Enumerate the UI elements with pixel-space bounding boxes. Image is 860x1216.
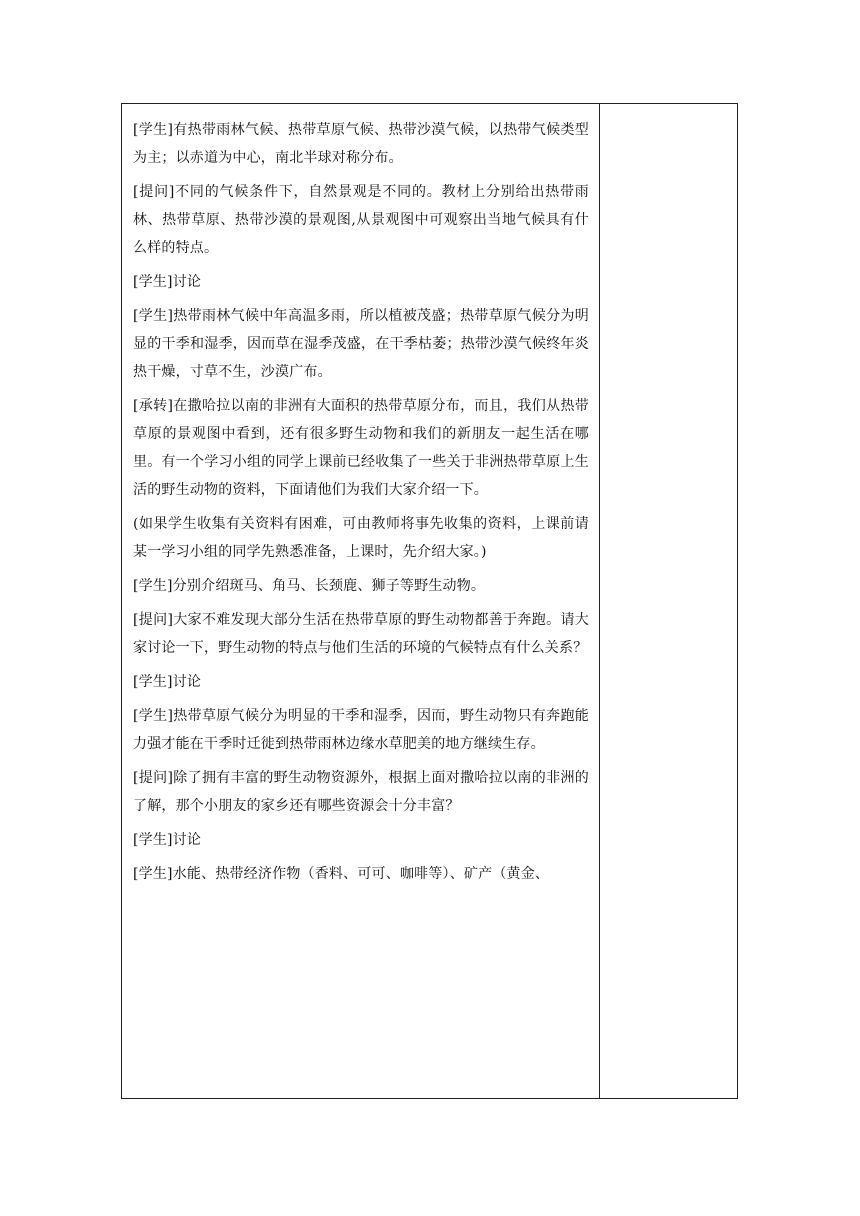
- paragraph-student-discuss-1: [学生]讨论: [133, 274, 202, 290]
- paragraph-student-animals: [学生]分别介绍斑马、角马、长颈鹿、狮子等野生动物。: [133, 578, 486, 594]
- paragraph-student-discuss-2: [学生]讨论: [133, 674, 202, 690]
- notes-cell: [600, 104, 737, 1098]
- paragraph-teacher-note: (如果学生收集有关资料有困难，可由教师将事先收集的资料，上课前请某一学习小组的同学先熟悉准备，上课时，先介绍大家。): [133, 516, 589, 560]
- paragraph-student-discuss-3: [学生]讨论: [133, 832, 202, 848]
- paragraph-student-migration: [学生]热带草原气候分为明显的干季和湿季，因而，野生动物只有奔跑能力强才能在干季时迁徙到热带雨林边缘水草肥美的地方继续生存。: [133, 708, 589, 752]
- paragraph-question-animals-climate: [提问]大家不难发现大部分生活在热带草原的野生动物都善于奔跑。请大家讨论一下，野生动物的特点与他们生活的环境的气候特点有什么关系？: [133, 612, 589, 656]
- paragraph-student-climate-features: [学生]热带雨林气候中年高温多雨，所以植被茂盛；热带草原气候分为明显的干季和湿季，因而草在湿季茂盛，在干季枯萎；热带沙漠气候终年炎热干燥，寸草不生，沙漠广布。: [133, 308, 589, 380]
- paragraph-student-climate-types: [学生]有热带雨林气候、热带草原气候、热带沙漠气候，以热带气候类型为主；以赤道为中心，南北半球对称分布。: [133, 122, 589, 166]
- paragraph-question-landscapes: [提问]不同的气候条件下，自然景观是不同的。教材上分别给出热带雨林、热带草原、热带沙漠的景观图,从景观图中可观察出当地气候具有什么样的特点。: [133, 184, 589, 256]
- lesson-table: [121, 103, 738, 1099]
- paragraph-transition-savanna: [承转]在撒哈拉以南的非洲有大面积的热带草原分布，而且，我们从热带草原的景观图中看到，还有很多野生动物和我们的新朋友一起生活在哪里。有一个学习小组的同学上课前已经收集了一些关于非洲热带草原上生活的野生动物的资料，下面请他们为我们大家介绍一下。: [133, 398, 589, 498]
- paragraph-student-resources: [学生]水能、热带经济作物（香料、可可、咖啡等）、矿产（黄金、: [133, 866, 550, 882]
- lesson-content-cell: [122, 104, 600, 1098]
- paragraph-question-resources: [提问]除了拥有丰富的野生动物资源外，根据上面对撒哈拉以南的非洲的了解，那个小朋友的家乡还有哪些资源会十分丰富？: [133, 770, 589, 814]
